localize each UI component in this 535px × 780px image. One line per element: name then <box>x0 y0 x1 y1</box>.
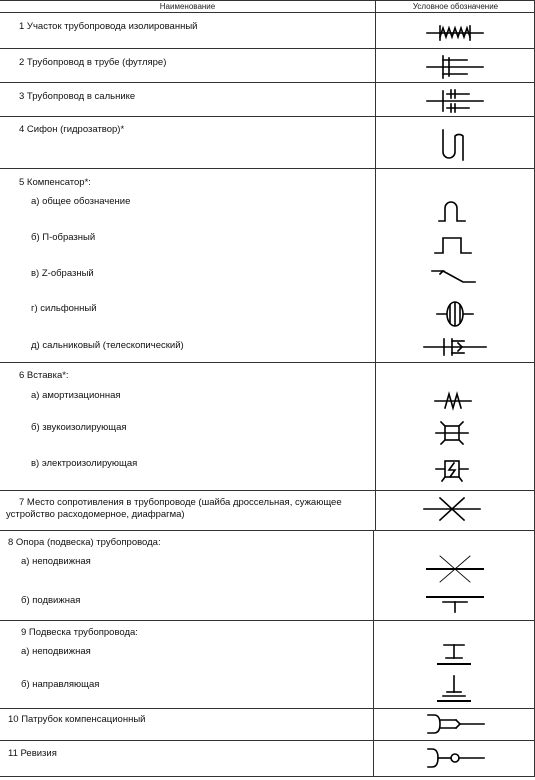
hanger-guiding-icon <box>434 674 474 706</box>
resistance-point-icon <box>422 494 482 524</box>
column-divider <box>375 0 376 530</box>
row-6b-name: б) звукоизолирующая <box>31 422 127 433</box>
row-divider <box>0 168 535 169</box>
insert-electro-insulating-icon <box>434 455 470 483</box>
compensator-z-shaped-icon <box>429 264 479 288</box>
row-divider <box>0 776 535 777</box>
row-5b-name: б) П-образный <box>31 232 96 243</box>
row-10-name: 10 Патрубок компенсационный <box>8 714 146 725</box>
row-divider <box>0 362 535 363</box>
revision-icon <box>424 745 488 771</box>
row-divider <box>0 48 535 49</box>
row-5d-name: г) сильфонный <box>31 303 97 314</box>
row-11-name: 11 Ревизия <box>8 748 57 759</box>
row-8a-name: а) неподвижная <box>21 556 91 567</box>
compensation-branch-icon <box>424 711 488 737</box>
row-6c-name: в) электроизолирующая <box>31 458 138 469</box>
insulated-pipe-icon <box>425 23 485 43</box>
pipe-in-sleeve-icon <box>425 54 485 80</box>
support-movable-icon <box>425 592 485 614</box>
row-divider <box>0 490 535 491</box>
row-9b-name: б) направляющая <box>21 679 100 690</box>
row-5e-name: д) сальниковый (телескопический) <box>31 340 184 351</box>
row-5a-name: а) общее обозначение <box>31 196 131 207</box>
row-4-name: 4 Сифон (гидрозатвор)* <box>19 124 125 135</box>
row-divider <box>0 12 535 13</box>
row-8-name: 8 Опора (подвеска) трубопровода: <box>8 537 161 548</box>
row-5-name: 5 Компенсатор*: <box>19 177 91 188</box>
row-divider <box>0 116 535 117</box>
row-divider <box>0 0 535 1</box>
row-1-name: 1 Участок трубопровода изолированный <box>19 21 198 32</box>
row-9-name: 9 Подвеска трубопровода: <box>21 627 138 638</box>
row-divider <box>0 530 535 531</box>
row-8b-name: б) подвижная <box>21 595 81 606</box>
row-6-name: 6 Вставка*: <box>19 370 69 381</box>
row-2-name: 2 Трубопровод в трубе (футляре) <box>19 57 167 68</box>
pipe-in-gland-icon <box>425 87 485 113</box>
row-3-name: 3 Трубопровод в сальнике <box>19 91 136 102</box>
compensator-bellows-icon <box>435 299 475 329</box>
compensator-u-shaped-icon <box>432 234 474 256</box>
row-divider <box>0 708 535 709</box>
row-divider <box>0 82 535 83</box>
siphon-icon <box>438 124 468 164</box>
row-7-name: 7 Место сопротивления в трубопроводе (шайба дроссельная, сужающее устройство расходомерное, диафрагма) <box>6 497 342 520</box>
row-5c-name: в) Z-образный <box>31 268 94 279</box>
column-divider <box>373 530 374 776</box>
compensator-general-icon <box>435 198 471 224</box>
compensator-telescopic-icon <box>422 335 488 359</box>
header-symbol: Условное обозначение <box>412 2 499 11</box>
header-name: Наименование <box>159 2 216 11</box>
row-6a-name: а) амортизационная <box>31 390 121 401</box>
row-divider <box>0 620 535 621</box>
insert-damping-icon <box>433 390 473 412</box>
row-divider <box>0 740 535 741</box>
row-9a-name: а) неподвижная <box>21 646 91 657</box>
support-fixed-icon <box>425 552 485 586</box>
insert-sound-insulating-icon <box>434 420 470 446</box>
hanger-fixed-icon <box>434 641 474 669</box>
